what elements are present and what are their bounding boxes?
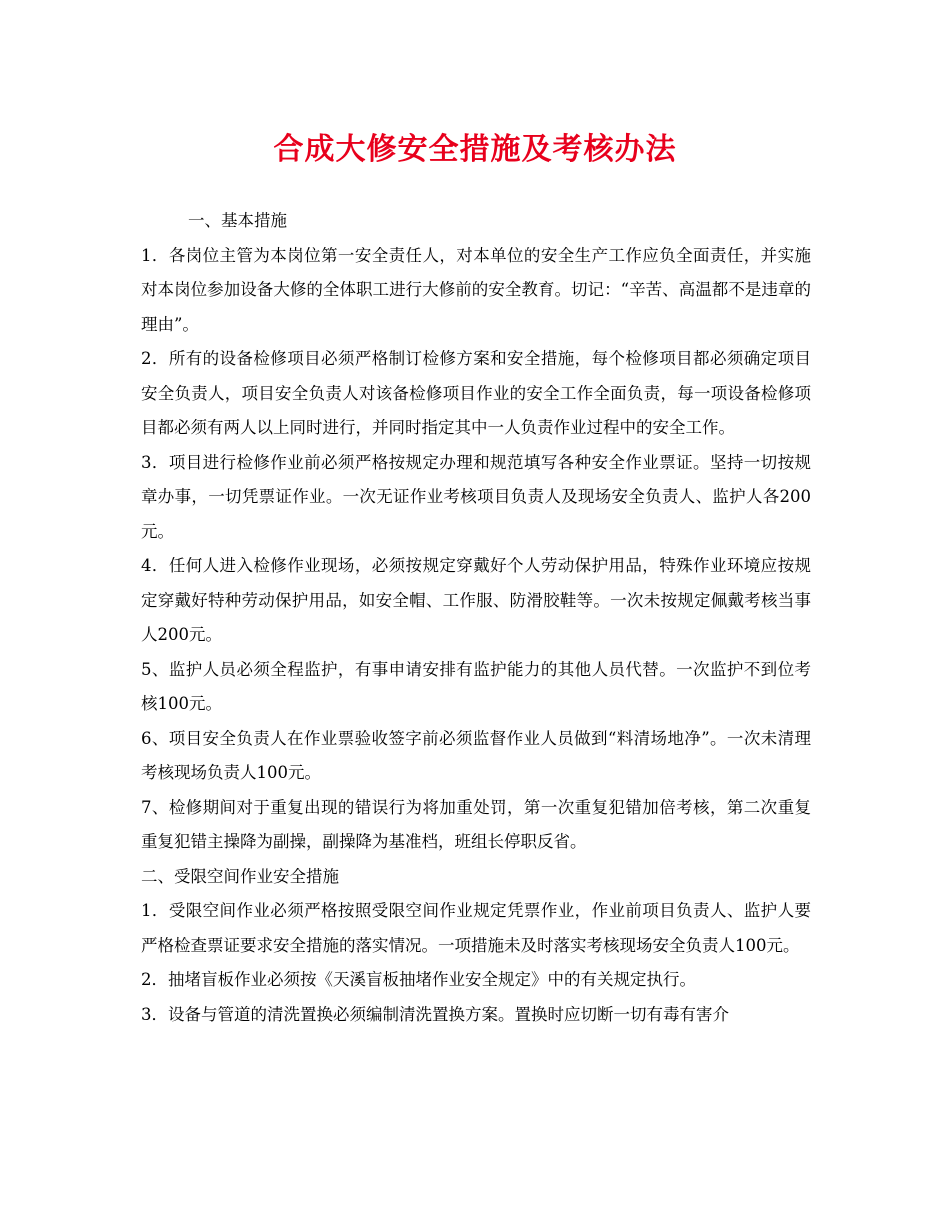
document-title: 合成大修安全措施及考核办法 (273, 132, 677, 167)
paragraph: 一、基本措施 (188, 211, 287, 230)
paragraph: 2．所有的设备检修项目必须严格制订检修方案和安全措施，每个检修项目都必须确定项目安全负责人，项目安全负责人对该备检修项目作业的安全工作全面负责，每一项设备检修项目都必须有两人以上同时进行，并同时指定其中一人负责作业过程中的安全工作。 (141, 349, 811, 437)
paragraph: 6、项目安全负责人在作业票验收签字前必须监督作业人员做到“料清场地净”。一次未清理考核现场负责人100元。 (141, 728, 811, 782)
paragraph: 2．抽堵盲板作业必须按《天溪盲板抽堵作业安全规定》中的有关规定执行。 (141, 970, 696, 989)
paragraph: 1．各岗位主管为本岗位第一安全责任人，对本单位的安全生产工作应负全面责任，并实施对本岗位参加设备大修的全体职工进行大修前的安全教育。切记：“辛苦、高温都不是违章的理由”。 (141, 245, 811, 334)
paragraph: 3．设备与管道的清洗置换必须编制清洗置换方案。置换时应切断一切有毒有害介 (141, 1004, 729, 1024)
paragraph: 5、监护人员必须全程监护，有事申请安排有监护能力的其他人员代替。一次监护不到位考核100元。 (141, 659, 811, 713)
paragraph: 7、检修期间对于重复出现的错误行为将加重处罚，第一次重复犯错加倍考核，第二次重复重复犯错主操降为副操，副操降为基准档，班组长停职反省。 (141, 797, 811, 851)
paragraph: 3．项目进行检修作业前必须严格按规定办理和规范填写各种安全作业票证。坚持一切按规章办事，一切凭票证作业。一次无证作业考核项目负责人及现场安全负责人、监护人各200元。 (141, 452, 811, 541)
document-body (141, 204, 811, 1032)
paragraph: 二、受限空间作业安全措施 (141, 866, 339, 886)
paragraph: 1．受限空间作业必须严格按照受限空间作业规定凭票作业，作业前项目负责人、监护人要严格检查票证要求安全措施的落实情况。一项措施未及时落实考核现场安全负责人100元。 (141, 901, 811, 955)
paragraph: 4．任何人进入检修作业现场，必须按规定穿戴好个人劳动保护用品，特殊作业环境应按规定穿戴好特种劳动保护用品，如安全帽、工作服、防滑胶鞋等。一次未按规定佩戴考核当事人200元。 (141, 556, 811, 644)
